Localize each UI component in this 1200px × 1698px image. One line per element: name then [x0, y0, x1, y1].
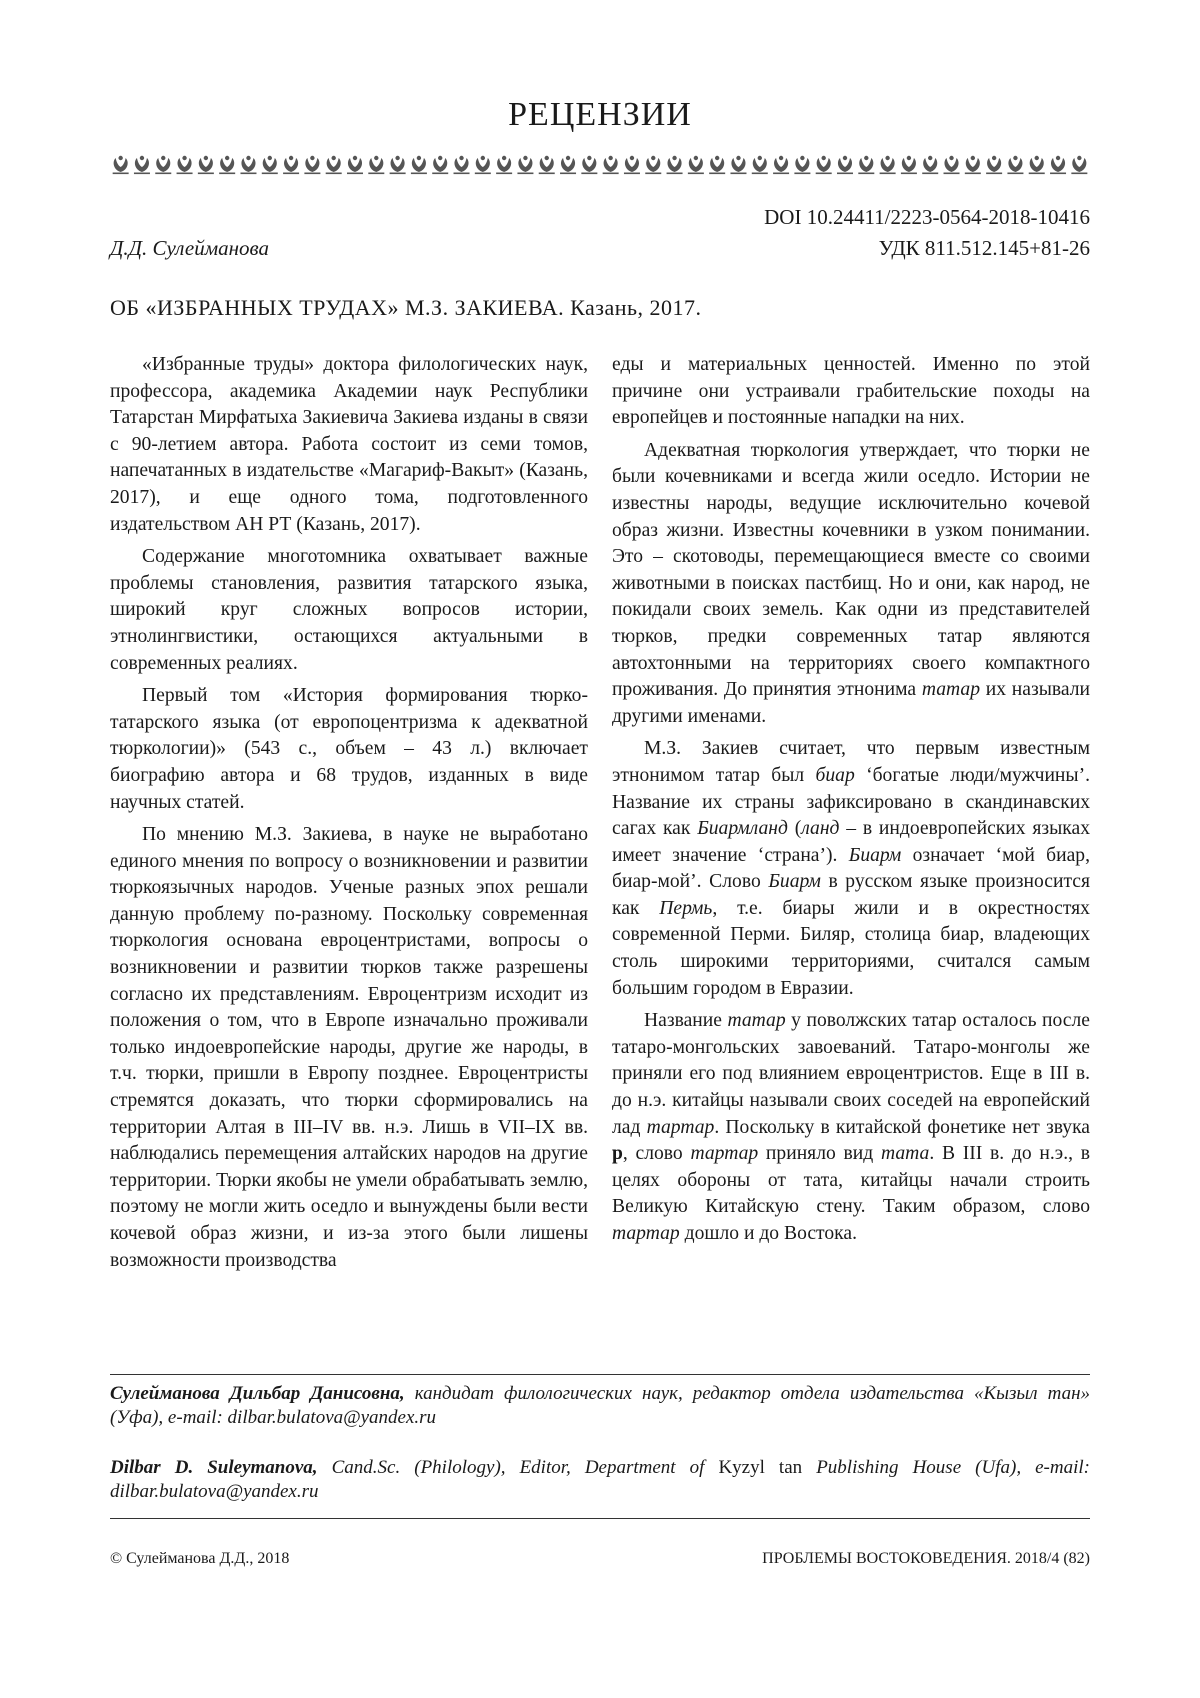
term: тартар	[690, 1143, 759, 1165]
fleuron-motif	[326, 156, 342, 174]
text-run: (	[794, 818, 802, 840]
fleuron-motif	[603, 156, 619, 174]
fleuron-border-ornament	[110, 152, 1090, 176]
publisher-name: Kyzyl tan	[718, 1457, 803, 1478]
paragraph	[612, 1008, 1090, 1247]
fleuron-motif	[986, 156, 1002, 174]
term: Биарм	[848, 844, 902, 866]
paragraph: Первый том «История формирования тюрко-татарского языка (от европоцентризма к адекватной тюркологии)» (543 с., объем – 43 л.) включает биографию автора и 68 трудов, изданных в виде научных статей.	[110, 685, 588, 813]
article-author: Д.Д. Сулейманова	[110, 236, 270, 260]
fleuron-motif	[773, 156, 789, 174]
fleuron-motif	[177, 156, 193, 174]
journal-issue: ПРОБЛЕМЫ ВОСТОКОВЕДЕНИЯ. 2018/4 (82)	[762, 1550, 1090, 1567]
fleuron-motif	[880, 156, 896, 174]
term: ланд	[801, 818, 840, 840]
bio-name-ru: Сулейманова Дильбар Данисовна,	[110, 1383, 405, 1404]
term: тартар	[612, 1223, 680, 1244]
author-bio-ru	[110, 1382, 1090, 1430]
divider-bottom	[110, 1518, 1090, 1519]
text-run: означает ‘мой биар, биар-мой’. Слово	[612, 844, 1090, 893]
fleuron-motif	[688, 156, 704, 174]
fleuron-motif	[198, 156, 214, 174]
paragraph: По мнению М.З. Закиева, в науке не выработано единого мнения по вопросу о возникновении и развитии тюркоязычных народов. Ученые разных эпох решали данную проблему по-разному. Поскольку современная тюркология основана евроцентристами, вопросы о возникновении и развитии тюрков также разрешены согласно их представлениям. Евроцентризм исходит из положения о том, что в Европе изначально проживали только индоевропейские народы, другие же народы, в т.ч. тюрки, пришли в Европу позднее. Евроцентристы стремятся доказать, что тюрки сформировались на территории Алтая в III–IV вв. н.э. Лишь в VII–IX вв. наблюдались перемещения алтайских народов на другие территории. Тюрки якобы не умели обрабатывать землю, поэтому не могли жить оседло и вынуждены были вести кочевой образ жизни, и из-за этого были лишены возможности производства	[110, 824, 588, 1271]
term: тартар	[646, 1116, 715, 1138]
text-run: у поволжских татар осталось после татаро-монгольских завоеваний. Татаро-монголы же приняли его под влиянием евроцентристов. Еще в III в. до н.э. китайцы называли своих соседей на европейский лад	[612, 1010, 1090, 1138]
paragraph	[612, 736, 1090, 1002]
fleuron-motif	[624, 156, 640, 174]
bio-name-en: Dilbar D. Suleymanova,	[110, 1457, 318, 1478]
section-title: РЕЦЕНЗИИ	[508, 96, 692, 133]
fleuron-motif	[368, 156, 384, 174]
text-run: . Поскольку в китайской фонетике нет звука	[714, 1116, 1091, 1138]
fleuron-motif	[837, 156, 853, 174]
term: биар	[815, 764, 855, 786]
fleuron-motif	[560, 156, 576, 174]
fleuron-motif	[965, 156, 981, 174]
fleuron-motif	[1071, 156, 1087, 174]
fleuron-motif	[1029, 156, 1045, 174]
fleuron-motif	[858, 156, 874, 174]
paragraph: Содержание многотомника охватывает важные проблемы становления, развития татарского языка, широкий круг сложных вопросов истории, этнолингвистики, остающихся актуальными в современных реалиях.	[110, 546, 588, 674]
fleuron-motif	[432, 156, 448, 174]
term: татар	[921, 679, 981, 701]
fleuron-motif	[347, 156, 363, 174]
term-bold: р	[612, 1143, 623, 1165]
fleuron-motif	[709, 156, 725, 174]
text-run: , слово	[622, 1143, 683, 1165]
fleuron-motif	[816, 156, 832, 174]
fleuron-motif	[496, 156, 512, 174]
fleuron-motif	[134, 156, 150, 174]
fleuron-motif	[475, 156, 491, 174]
fleuron-motif	[304, 156, 320, 174]
fleuron-motif	[517, 156, 533, 174]
fleuron-motif	[1007, 156, 1023, 174]
fleuron-motif	[539, 156, 555, 174]
bio-text-en: Cand.Sc. (Philology), Editor, Department of	[331, 1457, 705, 1478]
text-run: Название	[644, 1010, 722, 1032]
fleuron-motif	[155, 156, 171, 174]
text-run: М.З. Закиев считает, что первым известным этнонимом татар был	[612, 738, 1090, 786]
bio-text-en: Publishing House (Ufa), e-mail: dilbar.bulatova@yandex.ru	[110, 1457, 1090, 1502]
term: Пермь	[659, 897, 713, 919]
left-column	[110, 352, 588, 1274]
divider-top	[110, 1374, 1090, 1375]
copyright: © Сулейманова Д.Д., 2018	[110, 1550, 290, 1567]
fleuron-motif	[262, 156, 278, 174]
fleuron-motif	[283, 156, 299, 174]
fleuron-motif	[113, 156, 129, 174]
text-run: ‘богатые люди/мужчины’. Название их страны зафиксировано в скандинавских сагах как	[612, 764, 1091, 840]
term: Биармланд	[697, 818, 788, 840]
text-run: приняло вид	[765, 1143, 874, 1165]
udk-code: УДК 811.512.145+81-26	[878, 236, 1090, 260]
paragraph	[612, 438, 1090, 731]
fleuron-motif	[901, 156, 917, 174]
fleuron-motif	[454, 156, 470, 174]
fleuron-motif	[581, 156, 597, 174]
text-run: , т.е. биары жили и в окрестностях современной Перми. Биляр, столица биар, владеющих столь широкими территориями, считался самым большим городом в Евразии.	[612, 897, 1090, 999]
fleuron-motif	[922, 156, 938, 174]
right-column	[612, 352, 1090, 1248]
fleuron-motif	[730, 156, 746, 174]
fleuron-motif	[794, 156, 810, 174]
fleuron-motif	[390, 156, 406, 174]
paragraph: еды и материальных ценностей. Именно по этой причине они устраивали грабительские походы на европейцев и постоянные нападки на них.	[612, 354, 1090, 429]
text-run: Адекватная тюркология утверждает, что тюрки не были кочевниками и всегда жили оседло. Истории не известны народы, ведущие исключительно кочевой образ жизни. Известны кочевники в узком понимании. Это – скотоводы, перемещающиеся вместе со своими животными в поисках пастбищ. Но и они, как народ, не покидали своих земель. Как одни из представителей тюрков, предки современных татар являются автохтонными на территориях своего компактного проживания. До принятия этнонима	[612, 439, 1090, 701]
fleuron-motif	[645, 156, 661, 174]
bio-text-ru: кандидат филологических наук, редактор отдела издательства «Кызыл тан» (Уфа), e-mail: dilbar.bulatova@yandex.ru	[110, 1383, 1091, 1428]
fleuron-motif	[240, 156, 256, 174]
article-title: ОБ «ИЗБРАННЫХ ТРУДАХ» М.З. ЗАКИЕВА. Казань, 2017.	[110, 295, 702, 320]
term: тата	[880, 1143, 930, 1165]
fleuron-motif	[219, 156, 235, 174]
doi: DOI 10.24411/2223-0564-2018-10416	[764, 205, 1090, 229]
term: Биарм	[768, 871, 821, 893]
fleuron-motif	[411, 156, 427, 174]
fleuron-motif	[752, 156, 768, 174]
text-run: дошло и до Востока.	[684, 1223, 857, 1244]
paragraph: «Избранные труды» доктора филологических наук, профессора, академика Академии наук Республики Татарстан Мирфатыха Закиевича Закиева изданы в связи с 90-летием автора. Работа состоит из семи томов, напечатанных в издательстве «Магариф-Вакыт» (Казань, 2017), и еще одного тома, подготовленного издательством АН РТ (Казань, 2017).	[110, 354, 588, 535]
text-run: – в индоевропейских языках имеет значение ‘страна’).	[612, 818, 1090, 866]
text-run: в русском языке произносится как	[612, 871, 1090, 919]
author-bio-en	[110, 1456, 1090, 1504]
fleuron-motif	[1050, 156, 1066, 174]
fleuron-motif	[667, 156, 683, 174]
fleuron-motif	[944, 156, 960, 174]
text-run: их называли другими именами.	[612, 679, 1091, 727]
text-run: . В III в. до н.э., в целях обороны от тата, китайцы начали строить Великую Китайскую стену. Таким образом, слово	[612, 1143, 1090, 1218]
term: татар	[727, 1010, 786, 1032]
